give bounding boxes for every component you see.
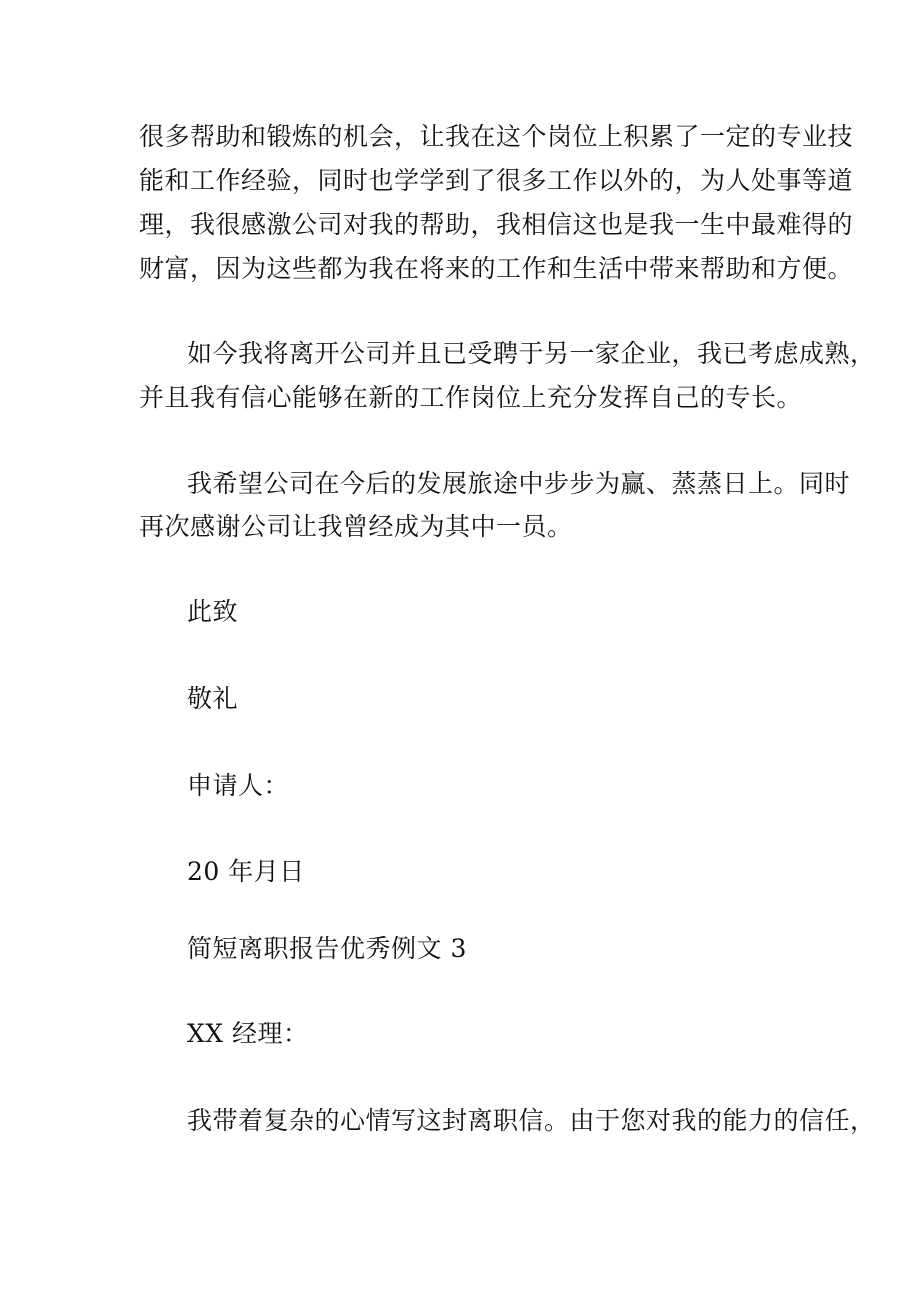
paragraph-4-line-1: 我带着复杂的心情写这封离职信。由于您对我的能力的信任， xyxy=(187,1106,876,1135)
closing-jing-li: 敬礼 xyxy=(187,684,239,713)
salutation: XX 经理： xyxy=(187,1019,309,1048)
paragraph-1-line-4: 财富，因为这些都为我在将来的工作和生活中带来帮助和方便。 xyxy=(139,254,854,283)
paragraph-3-line-2: 再次感谢公司让我曾经成为其中一员。 xyxy=(139,512,573,541)
closing-ci-zhi: 此致 xyxy=(187,597,239,626)
paragraph-1-line-3: 理，我很感激公司对我的帮助，我相信这也是我一生中最难得的 xyxy=(139,210,854,239)
section-title: 简短离职报告优秀例文 3 xyxy=(187,934,467,963)
paragraph-3-line-1: 我希望公司在今后的发展旅途中步步为赢、蒸蒸日上。同时 xyxy=(187,469,851,498)
applicant-label: 申请人： xyxy=(187,771,290,800)
paragraph-2-line-2: 并且我有信心能够在新的工作岗位上充分发挥自己的专长。 xyxy=(139,383,803,412)
date-line: 20 年月日 xyxy=(187,857,305,886)
paragraph-1-line-2: 能和工作经验，同时也学学到了很多工作以外的，为人处事等道 xyxy=(139,166,854,195)
paragraph-1-line-1: 很多帮助和锻炼的机会，让我在这个岗位上积累了一定的专业技 xyxy=(139,122,854,151)
paragraph-2-line-1: 如今我将离开公司并且已受聘于另一家企业，我已考虑成熟， xyxy=(187,339,876,368)
